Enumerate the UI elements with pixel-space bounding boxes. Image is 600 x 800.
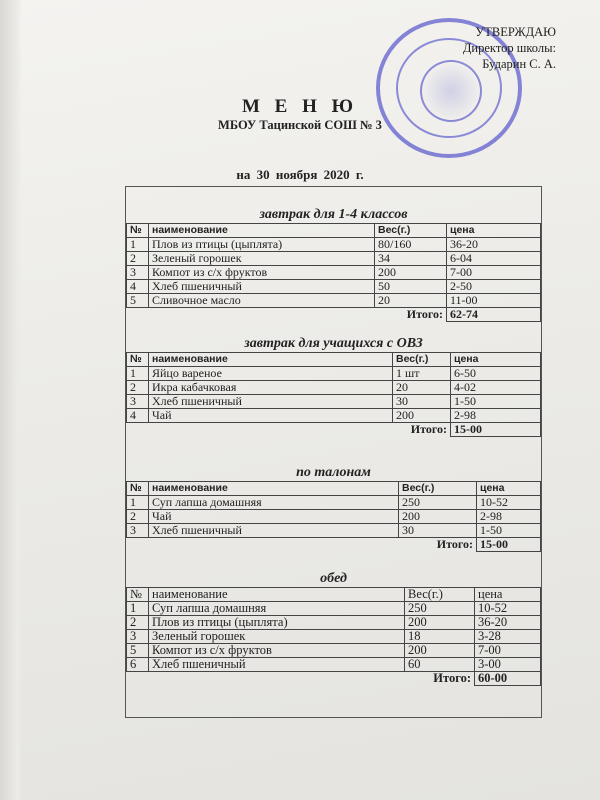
cell: 1 xyxy=(127,238,149,252)
section-title-breakfast-ovz: завтрак для учащихся с ОВЗ xyxy=(244,336,423,351)
cell: 50 xyxy=(375,280,447,294)
table-coupons xyxy=(126,481,541,552)
col-header-weight: Вес(г.) xyxy=(405,588,475,602)
cell: 2 xyxy=(127,381,149,395)
cell: 34 xyxy=(375,252,447,266)
cell: Компот из с/х фруктов xyxy=(149,266,375,280)
table-row xyxy=(127,658,541,672)
cell: 1 xyxy=(127,496,149,510)
cell: Суп лапша домашняя xyxy=(149,496,399,510)
approval-block xyxy=(463,24,556,72)
cell: 1-50 xyxy=(477,524,541,538)
cell: 2 xyxy=(127,616,149,630)
cell: 30 xyxy=(393,395,451,409)
total-row xyxy=(127,672,541,686)
cell: Яйцо вареное xyxy=(149,367,393,381)
cell: 30 xyxy=(399,524,477,538)
cell: 36-20 xyxy=(475,616,541,630)
cell: 80/160 xyxy=(375,238,447,252)
cell: 2-98 xyxy=(451,409,541,423)
total-label: Итого: xyxy=(410,422,447,437)
cell: 200 xyxy=(399,510,477,524)
cell: 3 xyxy=(127,524,149,538)
cell: Суп лапша домашняя xyxy=(149,602,405,616)
cell: Хлеб пшеничный xyxy=(149,658,405,672)
cell: 20 xyxy=(393,381,451,395)
cell: 36-20 xyxy=(447,238,541,252)
cell: Икра кабачковая xyxy=(149,381,393,395)
cell: 1 шт xyxy=(393,367,451,381)
total-row xyxy=(127,538,541,552)
section-title-coupons: по талонам xyxy=(296,465,371,480)
table-row xyxy=(127,367,541,381)
cell: 3 xyxy=(127,266,149,280)
total-value: 60-00 xyxy=(475,672,541,686)
col-header-number: № xyxy=(127,482,149,496)
col-header-price: цена xyxy=(451,353,541,367)
cell: 18 xyxy=(405,630,475,644)
col-header-name: наименование xyxy=(149,588,405,602)
cell: Компот из с/х фруктов xyxy=(149,644,405,658)
col-header-weight: Вес(г.) xyxy=(375,224,447,238)
total-label: Итого: xyxy=(406,307,443,322)
col-header-number: № xyxy=(127,224,149,238)
col-header-name: наименование xyxy=(149,353,393,367)
total-row xyxy=(127,308,541,322)
cell: 60 xyxy=(405,658,475,672)
cell: 10-52 xyxy=(477,496,541,510)
cell: 6-04 xyxy=(447,252,541,266)
blank-cell xyxy=(127,538,149,552)
total-value: 15-00 xyxy=(477,538,541,552)
col-header-number: № xyxy=(127,588,149,602)
school-name: МБОУ Тацинской СОШ № 3 xyxy=(218,118,382,132)
col-header-price: цена xyxy=(475,588,541,602)
col-header-number: № xyxy=(127,353,149,367)
cell: 3-28 xyxy=(475,630,541,644)
table-row xyxy=(127,381,541,395)
table-header-row xyxy=(127,353,541,367)
table-lunch xyxy=(126,587,541,686)
total-value: 15-00 xyxy=(451,423,541,437)
col-header-price: цена xyxy=(477,482,541,496)
total-label: Итого: xyxy=(436,537,473,552)
total-value: 62-74 xyxy=(447,308,541,322)
cell: 200 xyxy=(405,644,475,658)
col-header-name: наименование xyxy=(149,482,399,496)
cell: Сливочное масло xyxy=(149,294,375,308)
blank-cell xyxy=(127,672,149,686)
cell: 2 xyxy=(127,510,149,524)
menu-frame xyxy=(125,186,542,718)
table-header-row xyxy=(127,482,541,496)
cell: 3-00 xyxy=(475,658,541,672)
table-header-row xyxy=(127,224,541,238)
table-row xyxy=(127,644,541,658)
approval-line-1: УТВЕРЖДАЮ xyxy=(475,25,556,39)
menu-date: на 30 ноября 2020 г. xyxy=(236,167,364,182)
cell: 4-02 xyxy=(451,381,541,395)
approval-line-2: Директор школы: xyxy=(462,41,556,55)
table-row xyxy=(127,280,541,294)
cell: 4 xyxy=(127,409,149,423)
section-title-breakfast: завтрак для 1-4 классов xyxy=(259,207,408,222)
table-row xyxy=(127,616,541,630)
cell: 6-50 xyxy=(451,367,541,381)
cell: 1-50 xyxy=(451,395,541,409)
cell: 6 xyxy=(127,658,149,672)
table-row xyxy=(127,252,541,266)
cell: 11-00 xyxy=(447,294,541,308)
col-header-weight: Вес(г.) xyxy=(399,482,477,496)
cell: Зеленый горошек xyxy=(149,252,375,266)
cell: Зеленый горошек xyxy=(149,630,405,644)
cell: 2-50 xyxy=(447,280,541,294)
cell: Хлеб пшеничный xyxy=(149,280,375,294)
cell: 5 xyxy=(127,644,149,658)
cell: 3 xyxy=(127,395,149,409)
page-title: М Е Н Ю xyxy=(241,96,359,117)
table-row xyxy=(127,238,541,252)
col-header-price: цена xyxy=(447,224,541,238)
col-header-weight: Вес(г.) xyxy=(393,353,451,367)
cell: 10-52 xyxy=(475,602,541,616)
cell: 7-00 xyxy=(447,266,541,280)
approval-line-3: Бударин С. А. xyxy=(482,57,556,71)
table-breakfast-ovz xyxy=(126,352,541,437)
cell: 200 xyxy=(405,616,475,630)
table-row xyxy=(127,496,541,510)
table-header-row xyxy=(127,588,541,602)
cell: Чай xyxy=(149,409,393,423)
cell: Хлеб пшеничный xyxy=(149,395,393,409)
table-row xyxy=(127,510,541,524)
table-breakfast xyxy=(126,223,541,322)
table-row xyxy=(127,524,541,538)
col-header-name: наименование xyxy=(149,224,375,238)
table-row xyxy=(127,266,541,280)
cell: 250 xyxy=(405,602,475,616)
cell: 250 xyxy=(399,496,477,510)
cell: 2 xyxy=(127,252,149,266)
table-row xyxy=(127,630,541,644)
cell: 200 xyxy=(393,409,451,423)
cell: Хлеб пшеничный xyxy=(149,524,399,538)
table-row xyxy=(127,395,541,409)
blank-cell xyxy=(127,308,149,322)
blank-cell xyxy=(127,423,149,437)
cell: Плов из птицы (цыплята) xyxy=(149,238,375,252)
table-row xyxy=(127,409,541,423)
cell: 5 xyxy=(127,294,149,308)
cell: Чай xyxy=(149,510,399,524)
table-row xyxy=(127,602,541,616)
cell: 1 xyxy=(127,367,149,381)
section-title-lunch: обед xyxy=(320,571,347,586)
cell: 200 xyxy=(375,266,447,280)
cell: 20 xyxy=(375,294,447,308)
cell: Плов из птицы (цыплята) xyxy=(149,616,405,630)
cell: 7-00 xyxy=(475,644,541,658)
cell: 2-98 xyxy=(477,510,541,524)
cell: 4 xyxy=(127,280,149,294)
table-row xyxy=(127,294,541,308)
cell: 1 xyxy=(127,602,149,616)
total-row xyxy=(127,423,541,437)
total-label: Итого: xyxy=(433,671,471,686)
cell: 3 xyxy=(127,630,149,644)
